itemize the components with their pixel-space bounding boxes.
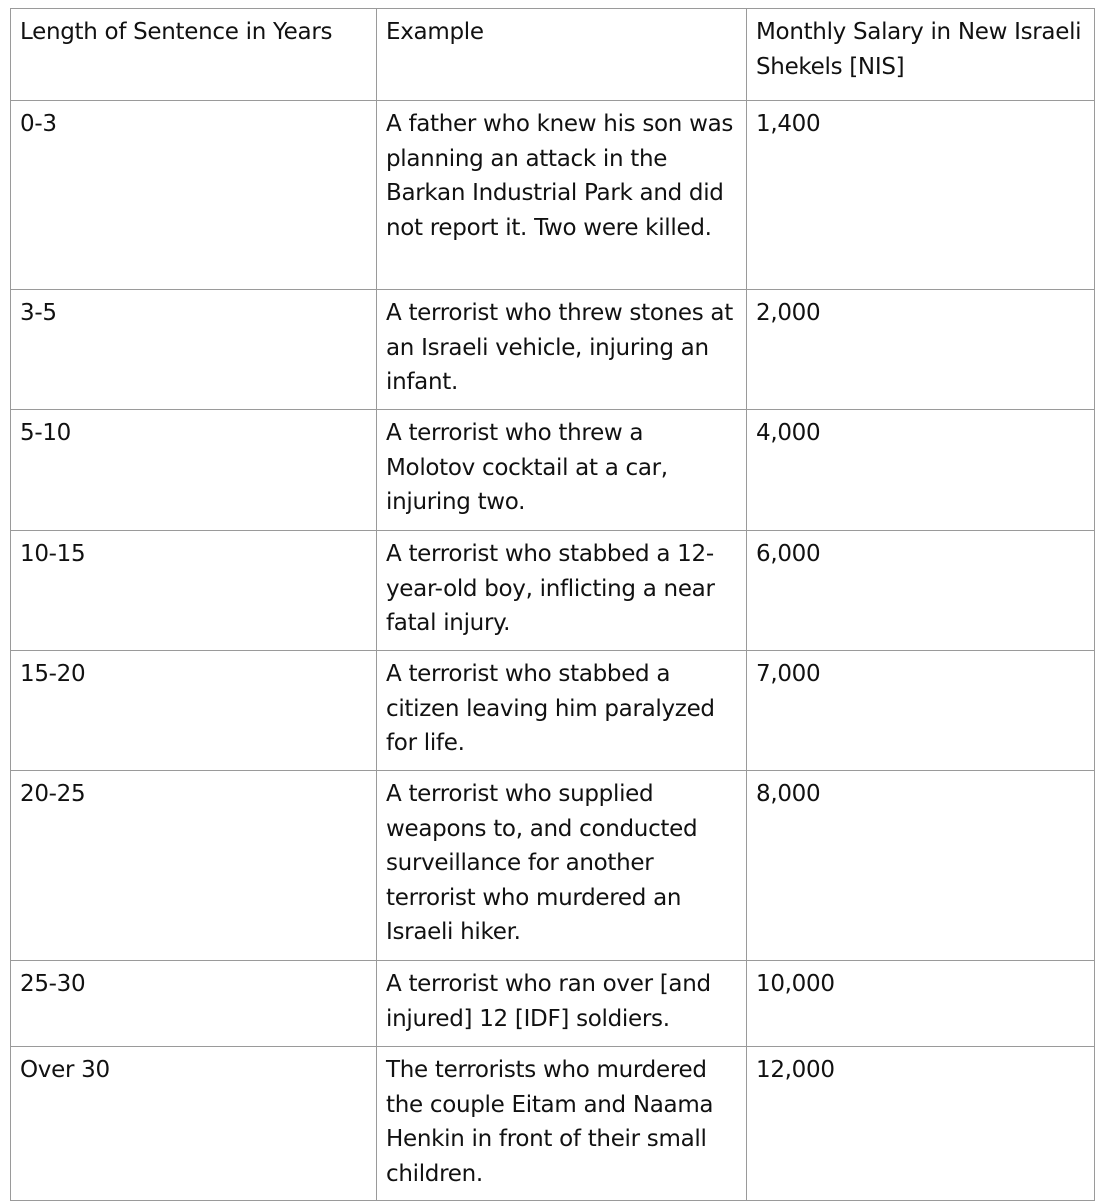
header-example <box>377 9 747 101</box>
header-label: Example <box>386 19 484 45</box>
table-row <box>11 410 1095 531</box>
cell-example <box>377 771 747 961</box>
sentence-value: 5-10 <box>20 420 71 446</box>
sentence-value: Over 30 <box>20 1057 110 1083</box>
sentence-value: 20-25 <box>20 781 86 807</box>
cell-salary <box>747 1047 1095 1201</box>
cell-sentence <box>11 101 377 290</box>
table-row <box>11 961 1095 1047</box>
cell-salary <box>747 101 1095 290</box>
sentence-salary-table <box>10 8 1095 1201</box>
example-text: A terrorist who threw a Molotov cocktail at a car, injuring two. <box>386 420 668 516</box>
example-text: A terrorist who stabbed a citizen leaving him paralyzed for life. <box>386 661 715 757</box>
example-text: A terrorist who ran over [and injured] 12 [IDF] soldiers. <box>386 971 711 1032</box>
salary-value: 6,000 <box>756 541 821 567</box>
example-text: A terrorist who threw stones at an Israeli vehicle, injuring an infant. <box>386 300 733 396</box>
sentence-value: 25-30 <box>20 971 86 997</box>
table-row <box>11 290 1095 410</box>
table-row <box>11 101 1095 290</box>
cell-salary <box>747 651 1095 771</box>
cell-sentence <box>11 290 377 410</box>
salary-value: 10,000 <box>756 971 835 997</box>
cell-salary <box>747 771 1095 961</box>
sentence-value: 3-5 <box>20 300 57 326</box>
cell-sentence <box>11 1047 377 1201</box>
table-row <box>11 1047 1095 1201</box>
sentence-value: 15-20 <box>20 661 86 687</box>
header-label: Length of Sentence in Years <box>20 19 333 45</box>
example-text: A father who knew his son was planning an attack in the Barkan Industrial Park and did not report it. Two were killed. <box>386 111 734 241</box>
example-text: The terrorists who murdered the couple Eitam and Naama Henkin in front of their small children. <box>386 1057 714 1187</box>
table-row <box>11 651 1095 771</box>
cell-sentence <box>11 531 377 651</box>
cell-example <box>377 961 747 1047</box>
example-text: A terrorist who stabbed a 12-year-old boy, inflicting a near fatal injury. <box>386 541 715 637</box>
cell-sentence <box>11 961 377 1047</box>
salary-value: 2,000 <box>756 300 821 326</box>
cell-salary <box>747 290 1095 410</box>
cell-sentence <box>11 651 377 771</box>
salary-value: 4,000 <box>756 420 821 446</box>
cell-sentence <box>11 771 377 961</box>
header-monthly-salary <box>747 9 1095 101</box>
sentence-salary-table-container <box>10 8 1095 1201</box>
salary-value: 7,000 <box>756 661 821 687</box>
example-text: A terrorist who supplied weapons to, and conducted surveillance for another terrorist who murdered an Israeli hiker. <box>386 781 698 946</box>
sentence-value: 0-3 <box>20 111 57 137</box>
cell-example <box>377 410 747 531</box>
salary-value: 8,000 <box>756 781 821 807</box>
cell-salary <box>747 961 1095 1047</box>
header-label: Monthly Salary in New Israeli Shekels [NIS] <box>756 19 1082 80</box>
header-sentence-length <box>11 9 377 101</box>
cell-example <box>377 651 747 771</box>
cell-salary <box>747 410 1095 531</box>
salary-value: 12,000 <box>756 1057 835 1083</box>
cell-example <box>377 531 747 651</box>
sentence-value: 10-15 <box>20 541 86 567</box>
table-row <box>11 531 1095 651</box>
cell-example <box>377 1047 747 1201</box>
cell-example <box>377 290 747 410</box>
salary-value: 1,400 <box>756 111 821 137</box>
table-row <box>11 771 1095 961</box>
table-header-row <box>11 9 1095 101</box>
cell-example <box>377 101 747 290</box>
cell-sentence <box>11 410 377 531</box>
cell-salary <box>747 531 1095 651</box>
